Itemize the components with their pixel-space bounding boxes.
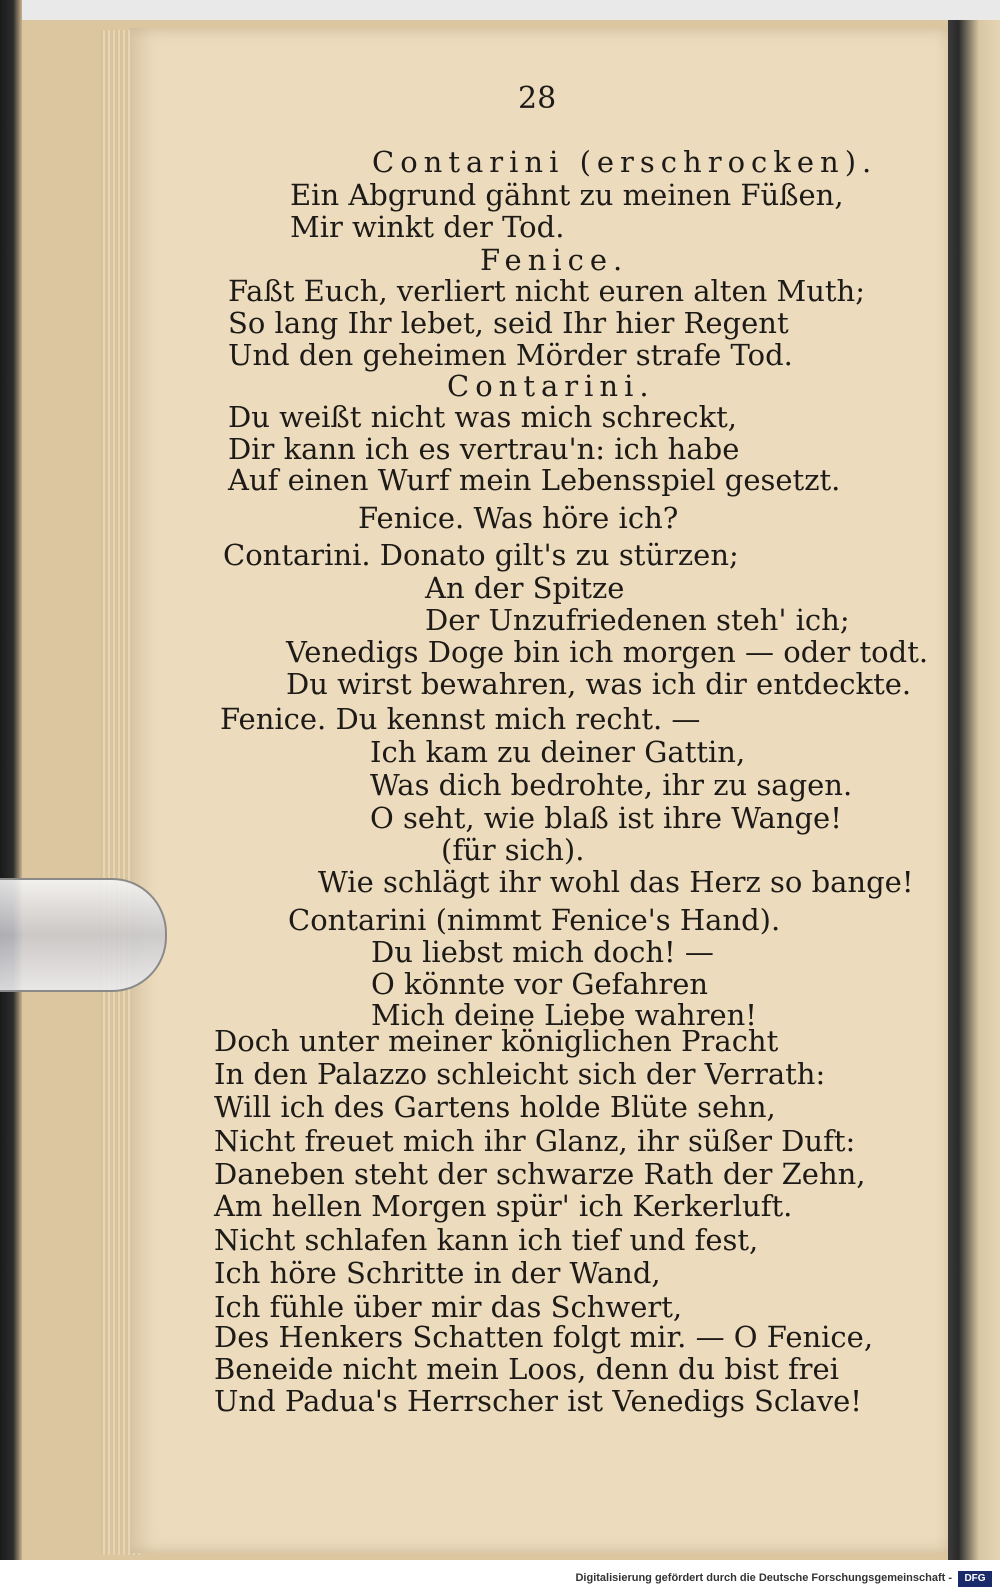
text-line: Venedigs Doge bin ich morgen — oder todt. — [286, 635, 929, 669]
text-line: Nicht schlafen kann ich tief und fest, — [214, 1223, 759, 1257]
text-line: Daneben steht der schwarze Rath der Zehn, — [214, 1157, 866, 1191]
text-line: Fenice. — [480, 243, 629, 277]
text-line: So lang Ihr lebet, seid Ihr hier Regent — [228, 306, 789, 340]
text-line: Ich höre Schritte in der Wand, — [214, 1256, 661, 1290]
text-line: Mich deine Liebe wahren! — [371, 998, 757, 1032]
text-line: Wie schlägt ihr wohl das Herz so bange! — [318, 865, 914, 899]
dfg-logo: DFG — [958, 1571, 992, 1587]
text-line: Auf einen Wurf mein Lebensspiel gesetzt. — [228, 463, 841, 497]
text-line: Contarini. Donato gilt's zu stürzen; — [223, 538, 739, 572]
left-book-edge — [0, 0, 22, 1593]
text-line: Ich fühle über mir das Schwert, — [214, 1290, 683, 1324]
text-line: Ich kam zu deiner Gattin, — [370, 735, 746, 769]
text-line: Und den geheimen Mörder strafe Tod. — [228, 338, 793, 372]
text-line: An der Spitze — [425, 571, 625, 605]
text-line: O seht, wie blaß ist ihre Wange! — [370, 801, 842, 835]
text-line: Und Padua's Herrscher ist Venedigs Sclave! — [214, 1384, 862, 1418]
footer-bar — [0, 1560, 1000, 1593]
text-line: In den Palazzo schleicht sich der Verrath: — [214, 1057, 826, 1091]
text-line: (für sich). — [441, 833, 585, 867]
text-line: Des Henkers Schatten folgt mir. — O Fenice, — [214, 1320, 874, 1354]
text-line: Contarini (nimmt Fenice's Hand). — [288, 903, 781, 937]
text-line: Am hellen Morgen spür' ich Kerkerluft. — [214, 1189, 793, 1223]
text-line: Dir kann ich es vertrau'n: ich habe — [228, 432, 740, 466]
text-line: O könnte vor Gefahren — [371, 967, 709, 1001]
transparent-ruler — [0, 878, 167, 992]
text-line: Nicht freuet mich ihr Glanz, ihr süßer Duft: — [214, 1124, 856, 1158]
text-line: Contarini (erschrocken). — [372, 145, 878, 179]
text-line: Doch unter meiner königlichen Pracht — [214, 1024, 779, 1058]
text-line: Faßt Euch, verliert nicht euren alten Muth; — [228, 274, 865, 308]
text-line: Was dich bedrohte, ihr zu sagen. — [370, 768, 853, 802]
text-line: Du wirst bewahren, was ich dir entdeckte. — [286, 667, 912, 701]
text-line: Du liebst mich doch! — — [371, 935, 714, 969]
text-line: Fenice. Du kennst mich recht. — — [220, 702, 701, 736]
text-line: Fenice. Was höre ich? — [358, 501, 679, 535]
text-line: Der Unzufriedenen steh' ich; — [425, 603, 850, 637]
page-number: 28 — [518, 81, 557, 116]
footer-credit: Digitalisierung gefördert durch die Deutsche Forschungsgemeinschaft - — [575, 1572, 952, 1584]
right-page-edge — [948, 20, 1000, 1560]
text-line: Du weißt nicht was mich schreckt, — [228, 400, 738, 434]
text-line: Will ich des Gartens holde Blüte sehn, — [214, 1090, 776, 1124]
text-line: Ein Abgrund gähnt zu meinen Füßen, — [290, 178, 844, 212]
text-line: Contarini. — [447, 369, 655, 403]
text-line: Mir winkt der Tod. — [290, 210, 565, 244]
text-line: Beneide nicht mein Loos, denn du bist frei — [214, 1352, 839, 1386]
